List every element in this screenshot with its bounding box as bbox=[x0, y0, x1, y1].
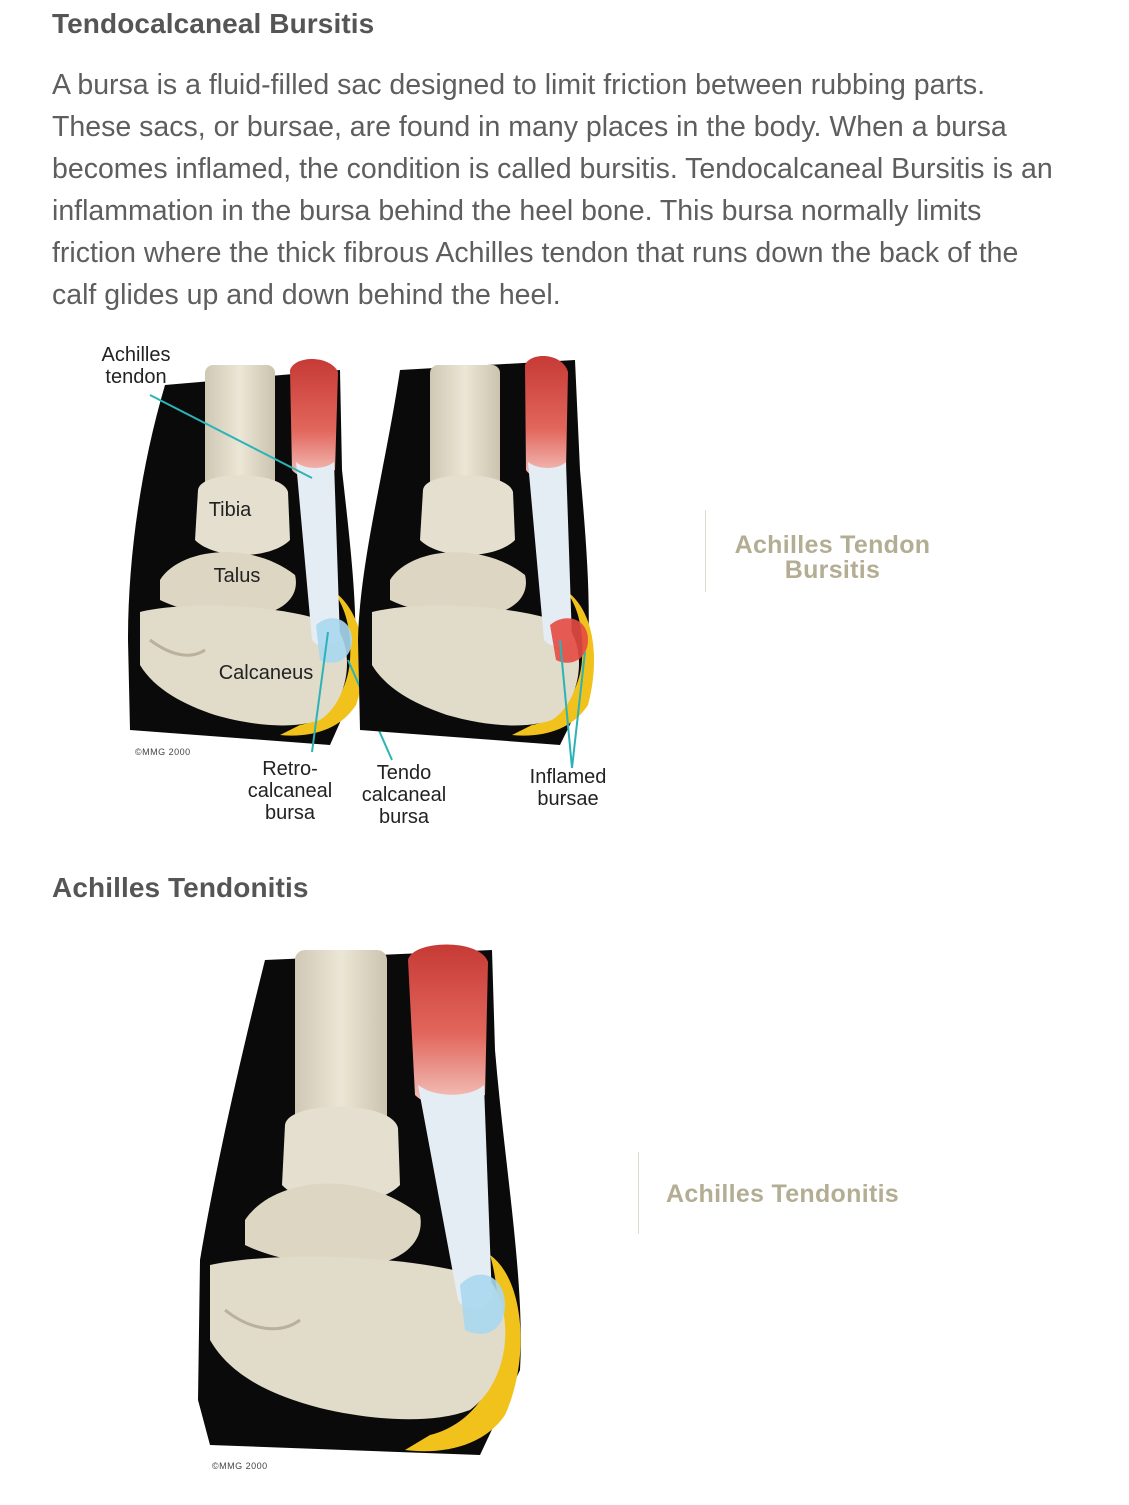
figure-caption-bursitis: Achilles Tendon Bursitis bbox=[734, 531, 931, 584]
label-calcaneus: Calcaneus bbox=[218, 662, 314, 684]
section-heading-bursitis: Tendocalcaneal Bursitis bbox=[52, 8, 375, 39]
label-tendo-calcaneal-bursa: Tendo calcaneal bursa bbox=[361, 762, 447, 828]
section-heading-tendonitis: Achilles Tendonitis bbox=[52, 872, 309, 903]
label-retrocalcaneal-bursa: Retro- calcaneal bursa bbox=[247, 758, 333, 824]
label-achilles-tendon: Achilles tendon bbox=[101, 344, 171, 388]
label-inflamed-bursae: Inflamed bursae bbox=[529, 766, 607, 810]
copyright-mark: ©MMG 2000 bbox=[212, 1461, 268, 1471]
label-talus: Talus bbox=[213, 565, 261, 587]
tendonitis-figure bbox=[0, 920, 1129, 1505]
figure-caption-tendonitis: Achilles Tendonitis bbox=[665, 1180, 900, 1208]
label-tibia: Tibia bbox=[208, 499, 252, 521]
bursitis-paragraph: A bursa is a fluid-filled sac designed to limit friction between rubbing parts. These sacs, or bursae, are found in many places in the body. When a bursa becomes inflamed, the condition is called bursitis. Tendocalcaneal Bursitis is an inflammation in the bursa behind the heel bone. This bursa normally limits friction where the thick fibrous Achilles tendon that runs down the back of the calf glides up and down behind the heel. bbox=[52, 69, 1053, 311]
tendonitis-illustration bbox=[0, 920, 1129, 1505]
caption-divider bbox=[705, 510, 706, 592]
copyright-mark: ©MMG 2000 bbox=[135, 747, 191, 757]
normal-ankle-drawing bbox=[128, 359, 392, 760]
inflamed-ankle-drawing bbox=[358, 356, 594, 768]
caption-divider bbox=[638, 1152, 639, 1234]
